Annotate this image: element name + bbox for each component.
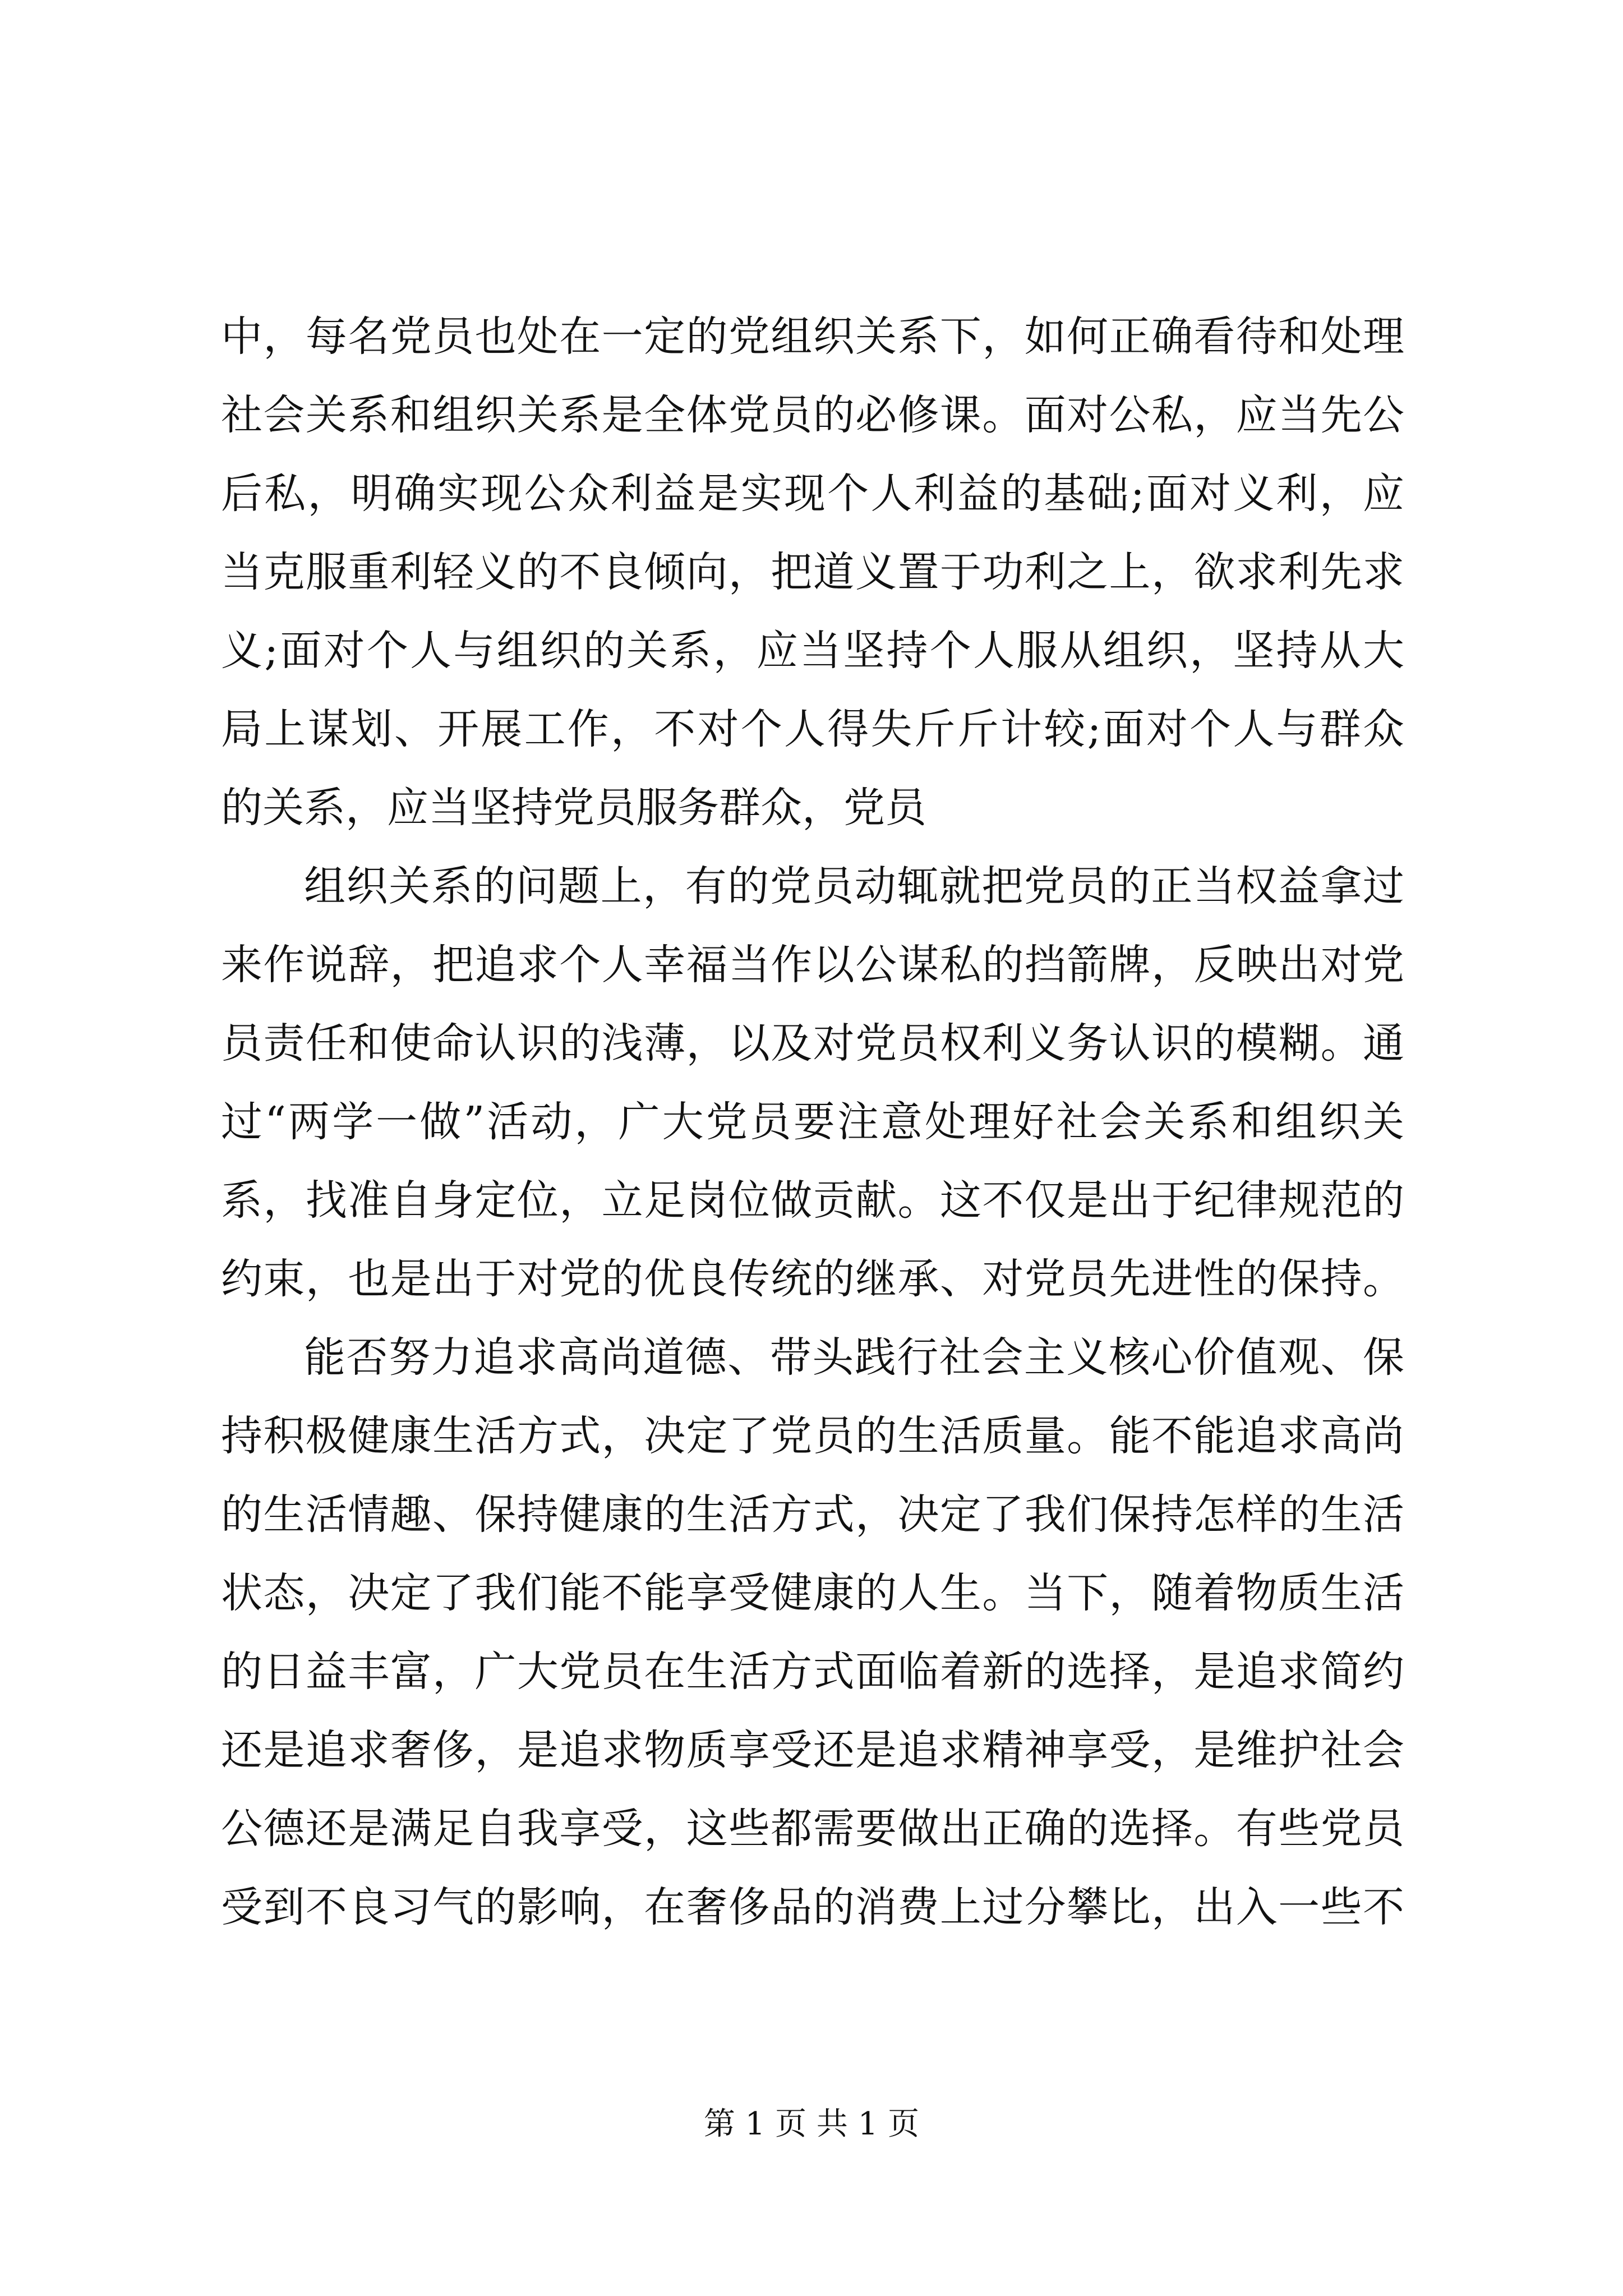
paragraph-1-line-1: 中，每名党员也处在一定的党组织关系下，如何正确看待和处理 — [221, 312, 1404, 361]
paragraph-3-line-1: 能否努力追求高尚道德、带头践行社会主义核心价值观、保 — [304, 1333, 1404, 1382]
paragraph-2-line-6: 约束，也是出于对党的优良传统的继承、对党员先进性的保持。 — [221, 1255, 1404, 1303]
paragraph-1-line-4: 当克服重利轻义的不良倾向，把道义置于功利之上，欲求利先求 — [221, 548, 1404, 596]
paragraph-1-line-3: 后私，明确实现公众利益是实现个人利益的基础;面对义利，应 — [221, 470, 1404, 518]
paragraph-3-line-5: 的日益丰富，广大党员在生活方式面临着新的选择，是追求简约 — [221, 1648, 1404, 1696]
paragraph-3-line-4: 状态，决定了我们能不能享受健康的人生。当下，随着物质生活 — [221, 1569, 1404, 1617]
page-footer: 第 1 页 共 1 页 — [703, 2106, 920, 2142]
paragraph-3-line-7: 公德还是满足自我享受，这些都需要做出正确的选择。有些党员 — [221, 1805, 1404, 1853]
paragraph-1-line-5: 义;面对个人与组织的关系，应当坚持个人服从组织，坚持从大 — [221, 627, 1404, 675]
paragraph-3-line-3: 的生活情趣、保持健康的生活方式，决定了我们保持怎样的生活 — [221, 1490, 1404, 1539]
paragraph-2-line-5: 系，找准自身定位，立足岗位做贡献。这不仅是出于纪律规范的 — [221, 1176, 1404, 1225]
paragraph-1-line-2: 社会关系和组织关系是全体党员的必修课。面对公私，应当先公 — [221, 391, 1404, 439]
paragraph-2-line-4: 过“两学一做”活动，广大党员要注意处理好社会关系和组织关 — [221, 1098, 1404, 1146]
paragraph-1-line-7: 的关系，应当坚持党员服务群众，党员 — [221, 784, 926, 832]
paragraph-3-line-2: 持积极健康生活方式，决定了党员的生活质量。能不能追求高尚 — [221, 1412, 1404, 1460]
paragraph-1-line-6: 局上谋划、开展工作，不对个人得失斤斤计较;面对个人与群众 — [221, 705, 1404, 753]
paragraph-3-line-6: 还是追求奢侈，是追求物质享受还是追求精神享受，是维护社会 — [221, 1726, 1404, 1774]
paragraph-2-line-3: 员责任和使命认识的浅薄，以及对党员权利义务认识的模糊。通 — [221, 1019, 1404, 1068]
paragraph-3-line-8: 受到不良习气的影响，在奢侈品的消费上过分攀比，出入一些不 — [221, 1883, 1404, 1931]
paragraph-2-line-2: 来作说辞，把追求个人幸福当作以公谋私的挡箭牌，反映出对党 — [221, 941, 1404, 989]
paragraph-2-line-1: 组织关系的问题上，有的党员动辄就把党员的正当权益拿过 — [304, 862, 1404, 910]
